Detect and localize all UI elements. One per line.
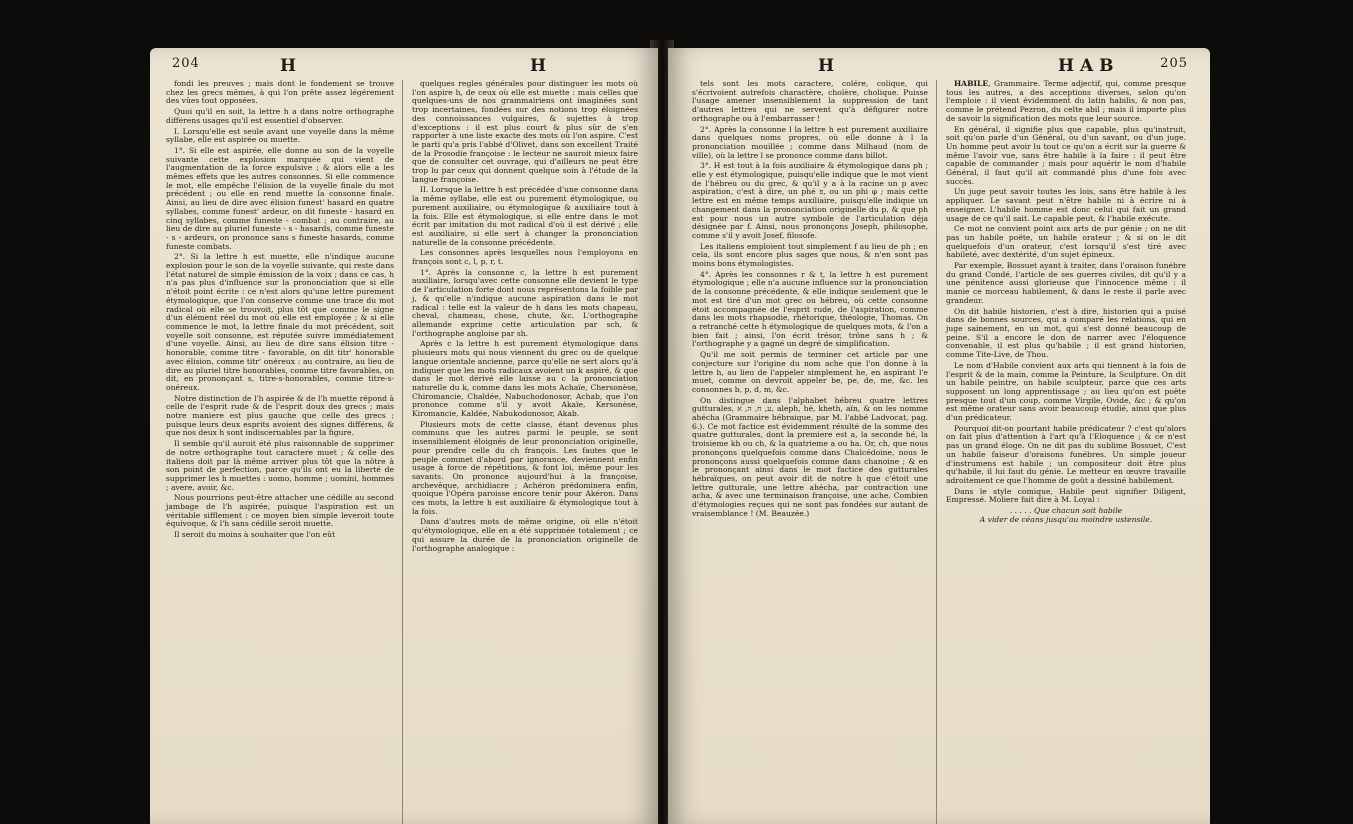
left-column-2 [412, 80, 638, 555]
paragraph: I. Lorsqu'elle est seule avant une voyelle dans la même syllabe, elle est aspirée ou muette. [166, 126, 394, 145]
paragraph: fondi les preuves ; mais dont le fondement se trouve chez les grecs mêmes, à qui l'on prête assez légérement des vûes tout opposées. [166, 79, 394, 106]
paragraph: Un juge peut savoir toutes les lois, sans être habile à les appliquer. Le savant peut n'être habile ni à écrire ni à enseigner. L'habile homme est donc celui qui fait un grand usage de ce qu'il sait. Le capable peut, & l'habile exécute. [946, 187, 1186, 223]
article-lead [946, 80, 1186, 124]
running-head-center: H A B [1058, 56, 1114, 76]
column-rule [402, 80, 403, 824]
page-number: 204 [172, 56, 200, 71]
running-head-letter: H [818, 56, 835, 76]
paragraph: On dit habile historien, c'est à dire, historien qui a puisé dans de bonnes sources, qui a comparé les relations, qui en juge sainement, en un mot, qui s'est donné beaucoup de peine. S'il a encore le don de narrer avec l'éloquence convenable, il est plus qu'habile ; il est grand historien, comme Tite-Live, de Thou. [946, 306, 1186, 360]
paragraph: Plusieurs mots de cette classe, étant devenus plus communs que les autres parmi le peuple, se sont insensiblement éloignés de leur prononciation originelle, pour prendre celle du ch françois. Les fautes que le peuple commet d'abord par ignorance, deviennent enfin usage à force de répétitions, & font loi, même pour les savants. On prononce aujourd'hui à la françoise, archevêque, archidiacre ; Achéron prédominera enfin, quoique l'Opéra paroisse encore tenir pour Akéron. Dans ces mots, la lettre h est auxiliaire & étymologique tout à la fois. [412, 419, 638, 516]
article-lead-text: , Grammaire. Terme adjectif, qui, comme presque tous les autres, a des acceptions diverses, selon qu'on l'emploie : il vient évidemment du latin habilis, & non pas, comme le prétend Pezron, du celte abil ; mais il importe plus de savoir la signification des mots que leur source. [946, 79, 1186, 123]
paragraph: 2°. Après la consonne l la lettre h est purement auxiliaire dans quelques noms propres, où elle donne à l la prononciation mouillée ; comme dans Milhaud (nom de ville), où la lettre l se prononce comme dans billot. [692, 124, 928, 160]
right-column-2 [946, 80, 1186, 524]
paragraph: Dans d'autres mots de même origine, où elle n'étoit qu'étymologique, elle en a été supprimée totalement ; ce qui assure la durée de la prononciation originelle de l'orthographe analogique : [412, 517, 638, 553]
paragraph: Le nom d'Habile convient aux arts qui tiennent à la fois de l'esprit & de la main, comme la Peinture, la Sculpture. On dit un habile peintre, un habile sculpteur, parce que ces arts supposent un long apprentissage ; au lieu qu'on est poëte presque tout d'un coup, comme Virgile, Ovide, &c ; & qu'on est même orateur sans avoir beaucoup étudié, ainsi que plus d'un prédicateur. [946, 360, 1186, 423]
paragraph: 2°. Si la lettre h est muette, elle n'indique aucune explosion pour le son de la voyelle suivante, qui reste dans l'état naturel de simple émission de la voix ; dans ce cas, h n'a pas plus d'influence sur la prononciation que si elle n'étoit point écrite : ce n'est alors qu'une lettre purement étymologique, que l'on conserve comme une trace du mot radical où elle se trouvoit, plus tôt que comme le signe d'un élément réel du mot où elle est employée ; & si elle commence le mot, la lettre finale du mot précédent, soit voyelle soit consonne, est réputée suivre immédiatement d'une voyelle. Ainsi, au lieu de dire sans élision titre - honorable, comme titre - favorable, on dit titr' honorable avec élision, comme titr' onéreux : au contraire, au lieu de dire au pluriel titre honorables, comme titre favorables, on dit, en prononçant s, titre-s-honorables, comme titre-s-onéreux. [166, 252, 394, 392]
paragraph: II. Lorsque la lettre h est précédée d'une consonne dans la même syllabe, elle est ou purement étymologique, ou purement auxiliaire, ou étymologique & auxiliaire tout à la fois. Elle est étymologique, si elle entre dans le mot écrit par imitation du mot radical d'où il est dérivé ; elle est auxiliaire, si elle sert à changer la prononciation naturelle de la consonne précédente. [412, 185, 638, 247]
paragraph: Les italiens emploient tout simplement f au lieu de ph ; en cela, ils sont encore plus sages que nous, & n'en sont pas moins bons étymologistes. [692, 241, 928, 269]
right-page-header [688, 56, 1190, 78]
left-page [150, 48, 658, 824]
paragraph: 1°. Après la consonne c, la lettre h est purement auxiliaire, lorsqu'avec cette consonne elle devient le type de l'articulation forte dont nous représentons la foible par j, & qu'elle n'indique aucune aspiration dans le mot radical : telle est la valeur de h dans les mots chapeau, cheval, chameau, chose, chute, &c. L'orthographe allemande exprime cette articulation par sch, & l'orthographe angloise par sh. [412, 267, 638, 338]
paragraph: 1°. Si elle est aspirée, elle donne au son de la voyelle suivante cette explosion marquée qui vient de l'augmentation de la force expulsive ; & alors elle a les mêmes effets que les autres consonnes. Si elle commence le mot, elle empêche l'élision de la voyelle finale du mot précédent ; ou elle en rend muette la consonne finale. Ainsi, au lieu de dire avec élision funest' hasard en quatre syllabes, comme funest' ardeur, on dit funeste - hasard en cinq syllabes, comme funeste - combat ; au contraire, au lieu de dire au pluriel funeste - s - hasards, comme funeste - s - ardeurs, on prononce sans s funeste hasards, comme funeste combats. [166, 145, 394, 251]
paragraph: Nous pourrions peut-être attacher une cédille au second jambage de l'h aspirée, puisque l'aspiration est un véritable sifflement : ce moyen bien simple leveroit toute équivoque, & l'h sans cédille seroit muette. [166, 493, 394, 529]
page-number: 205 [1160, 56, 1188, 71]
running-head-center: H [530, 56, 547, 76]
left-column-1 [166, 80, 394, 542]
paragraph: Les consonnes après lesquelles nous l'employons en françois sont c, l, p, r, t. [412, 248, 638, 267]
paragraph: Notre distinction de l'h aspirée & de l'h muette répond à celle de l'esprit rude & de l'esprit doux des grecs ; mais notre maniere est plus gauche que celle des grecs ; puisque leurs deux esprits avoient des signes différens, & que nos deux h sont indiscernables par la figure. [166, 393, 394, 438]
paragraph: 4°. Après les consonnes r & t, la lettre h est purement étymologique ; elle n'a aucune influence sur la prononciation de la consonne précédente, & elle indique seulement que le mot est tiré d'un mot grec ou hébreu, où cette consonne étoit accompagnée de l'esprit rude, de l'aspiration, comme dans les mots rhapsodie, rhétorique, théologie, Thomas. On a retranché cette h étymologique de quelques mots, & l'on a bien fait ; ainsi, l'on écrit trésor, trône sans h ; & l'orthographe y a gagné un degré de simplification. [692, 269, 928, 349]
column-rule [936, 80, 937, 824]
left-page-header [170, 56, 638, 78]
paragraph: Qu'il me soit permis de terminer cet article par une conjecture sur l'origine du nom ache que l'on donne à la lettre h, au lieu de l'appeler simplement he, en aspirant l'e muet, comme on devroit appeler be, pe, de, me, &c. les consonnes b, p, d, m, &c. [692, 350, 928, 394]
paragraph: quelques regles générales pour distinguer les mots où l'on aspire h, de ceux où elle est muette : mais celles que quelques-uns de nos grammairiens ont imaginées sont trop incertaines, fondées sur des notions trop éloignées des connoissances vulgaires, & sujettes à trop d'exceptions : il est plus court & plus sûr de s'en rapporter à une liste exacte des mots où l'on aspire. C'est le parti qu'a pris l'abbé d'Olivet, dans son excellent Traité de la Prosodie françoise : le lecteur ne sauroit mieux faire que de consulter cet ouvrage, qui d'ailleurs ne peut être trop lu par ceux qui donnent quelque soin à l'étude de la langue françoise. [412, 79, 638, 184]
paragraph: Pourquoi dit-on pourtant habile prédicateur ? c'est qu'alors on fait plus d'attention à l'art qu'à l'Eloquence ; & ce n'est pas un grand éloge. On ne dit pas du sublime Bossuet, C'est un habile faiseur d'oraisons funébres. Un simple joueur d'instrumens est habile ; un compositeur doit être plus qu'habile, il lui faut du génie. Le metteur en œuvre travaille adroitement ce que l'homme de goût a dessiné habilement. [946, 423, 1186, 485]
article-title: HABILE [954, 79, 989, 88]
paragraph: Après c la lettre h est purement étymologique dans plusieurs mots qui nous viennent du grec ou de quelque langue orientale ancienne, parce qu'elle ne sert alors qu'à indiquer que les mots radicaux avoient un k aspiré, & que dans le mot dérivé elle laisse au c la prononciation naturelle du k, comme dans les mots Achaïe, Chersonèse, Chiromancie, Chaldée, Nabuchodonosor, Achab, que l'on prononce comme s'il y avoit Akaïe, Kersonèse, Kiromancie, Kaldée, Nabukodonosor, Akab. [412, 339, 638, 419]
paragraph: 3°. H est tout à la fois auxiliaire & étymologique dans ph ; elle y est étymologique, puisqu'elle indique que le mot vient de l'hébreu ou du grec, & qu'il y a à la racine un p avec aspiration, c'est à dire, un phé פ, ou un phi φ ; mais cette lettre est en même temps auxiliaire, puisqu'elle indique un changement dans la prononciation originelle du p, & que ph est pour nous un autre symbole de l'articulation déja désignée par f. Ainsi, nous prononçons Joseph, philosophe, comme s'il y avoit Josef, filosofe. [692, 161, 928, 240]
right-column-1 [692, 80, 928, 520]
paragraph: Dans le style comique, Habile peut signifier Diligent, Empressé. Moliere fait dire à M. Loyal : [946, 486, 1186, 505]
verse-quote-line: A vider de céans jusqu'au moindre ustensile. [979, 514, 1153, 524]
paragraph: tels sont les mots caractere, colére, colique, qui s'écrivoient autrefois charactère, cholère, cholique. Puisse l'usage amener insensiblement la suppression de tant d'autres lettres qui ne servent qu'à défigurer notre orthographe ou à l'embarrasser ! [692, 79, 928, 123]
paragraph: Ce mot ne convient point aux arts de pur génie ; on ne dit pas un habile poëte, un habile orateur ; & si on le dit quelquefois d'un orateur, c'est lorsqu'il s'est tiré avec habileté, avec dextérité, d'un sujet épineux. [946, 224, 1186, 260]
paragraph: Il semble qu'il auroit été plus raisonnable de supprimer de notre orthographe tout caractere muet ; & celle des italiens doit par là même arriver plus tôt que la nôtre à son point de perfection, parce qu'ils ont eu la liberté de supprimer les h muettes : uomo, homme ; uomini, hommes ; avere, avoir, &c. [166, 439, 394, 492]
running-head-letter: H [280, 56, 297, 76]
paragraph: Quoi qu'il en soit, la lettre h a dans notre orthographe différens usages qu'il est essentiel d'observer. [166, 107, 394, 125]
paragraph: Par exemple, Bossuet ayant à traiter, dans l'oraison funébre du grand Condé, l'article de ses guerres civiles, dit qu'il y a une pénitence aussi glorieuse que l'innocence même : il manie ce morceau habilement, & dans le reste il parle avec grandeur. [946, 261, 1186, 305]
paragraph: En général, il signifie plus que capable, plus qu'instruit, soit qu'on parle d'un Général, ou d'un savant, ou d'un juge. Un homme peut avoir lu tout ce qu'on a écrit sur la guerre & même l'avoir vue, sans être habile à la faire : il peut être capable de commander ; mais pour aquérir le nom d'habile Général, il faut qu'il ait commandé plus d'une fois avec succès. [946, 124, 1186, 186]
right-page [668, 48, 1210, 824]
verse-quote-line: . . . . . Que chacun soit habile [1009, 506, 1123, 516]
paragraph: On distingue dans l'alphabet hébreu quatre lettres gutturales, ע, ח, ה, א, aleph, hé, kheth, aïn, & on les nomme ahécha (Grammaire hébraique, par M. l'abbé Ladvocat, pag. 6.). Ce mot factice est évidemment résulté de la somme des quatre gutturales, dont la premiere est a, la seconde hé, la troisieme kh ou ch, & la quatrieme a ou ha. Or, ch, que nous prononçons quelquefois comme dans Chalcédoine, nous le prononçons aussi quelquefois comme dans chanoine ; & en le prononçant ainsi dans le mot factice des gutturales hébraïques, on peut avoir dit de notre h que c'étoit une lettre gutturale, une lettre ahécha, par contraction une acha, & avec une terminaison françoise, une ache. Combien d'étymologies reçues qui ne sont pas fondées sur autant de vraisemblance ! (M. Beauzée.) [692, 395, 928, 518]
paragraph: Il seroit du moins à souhaiter que l'on eût [174, 530, 336, 540]
